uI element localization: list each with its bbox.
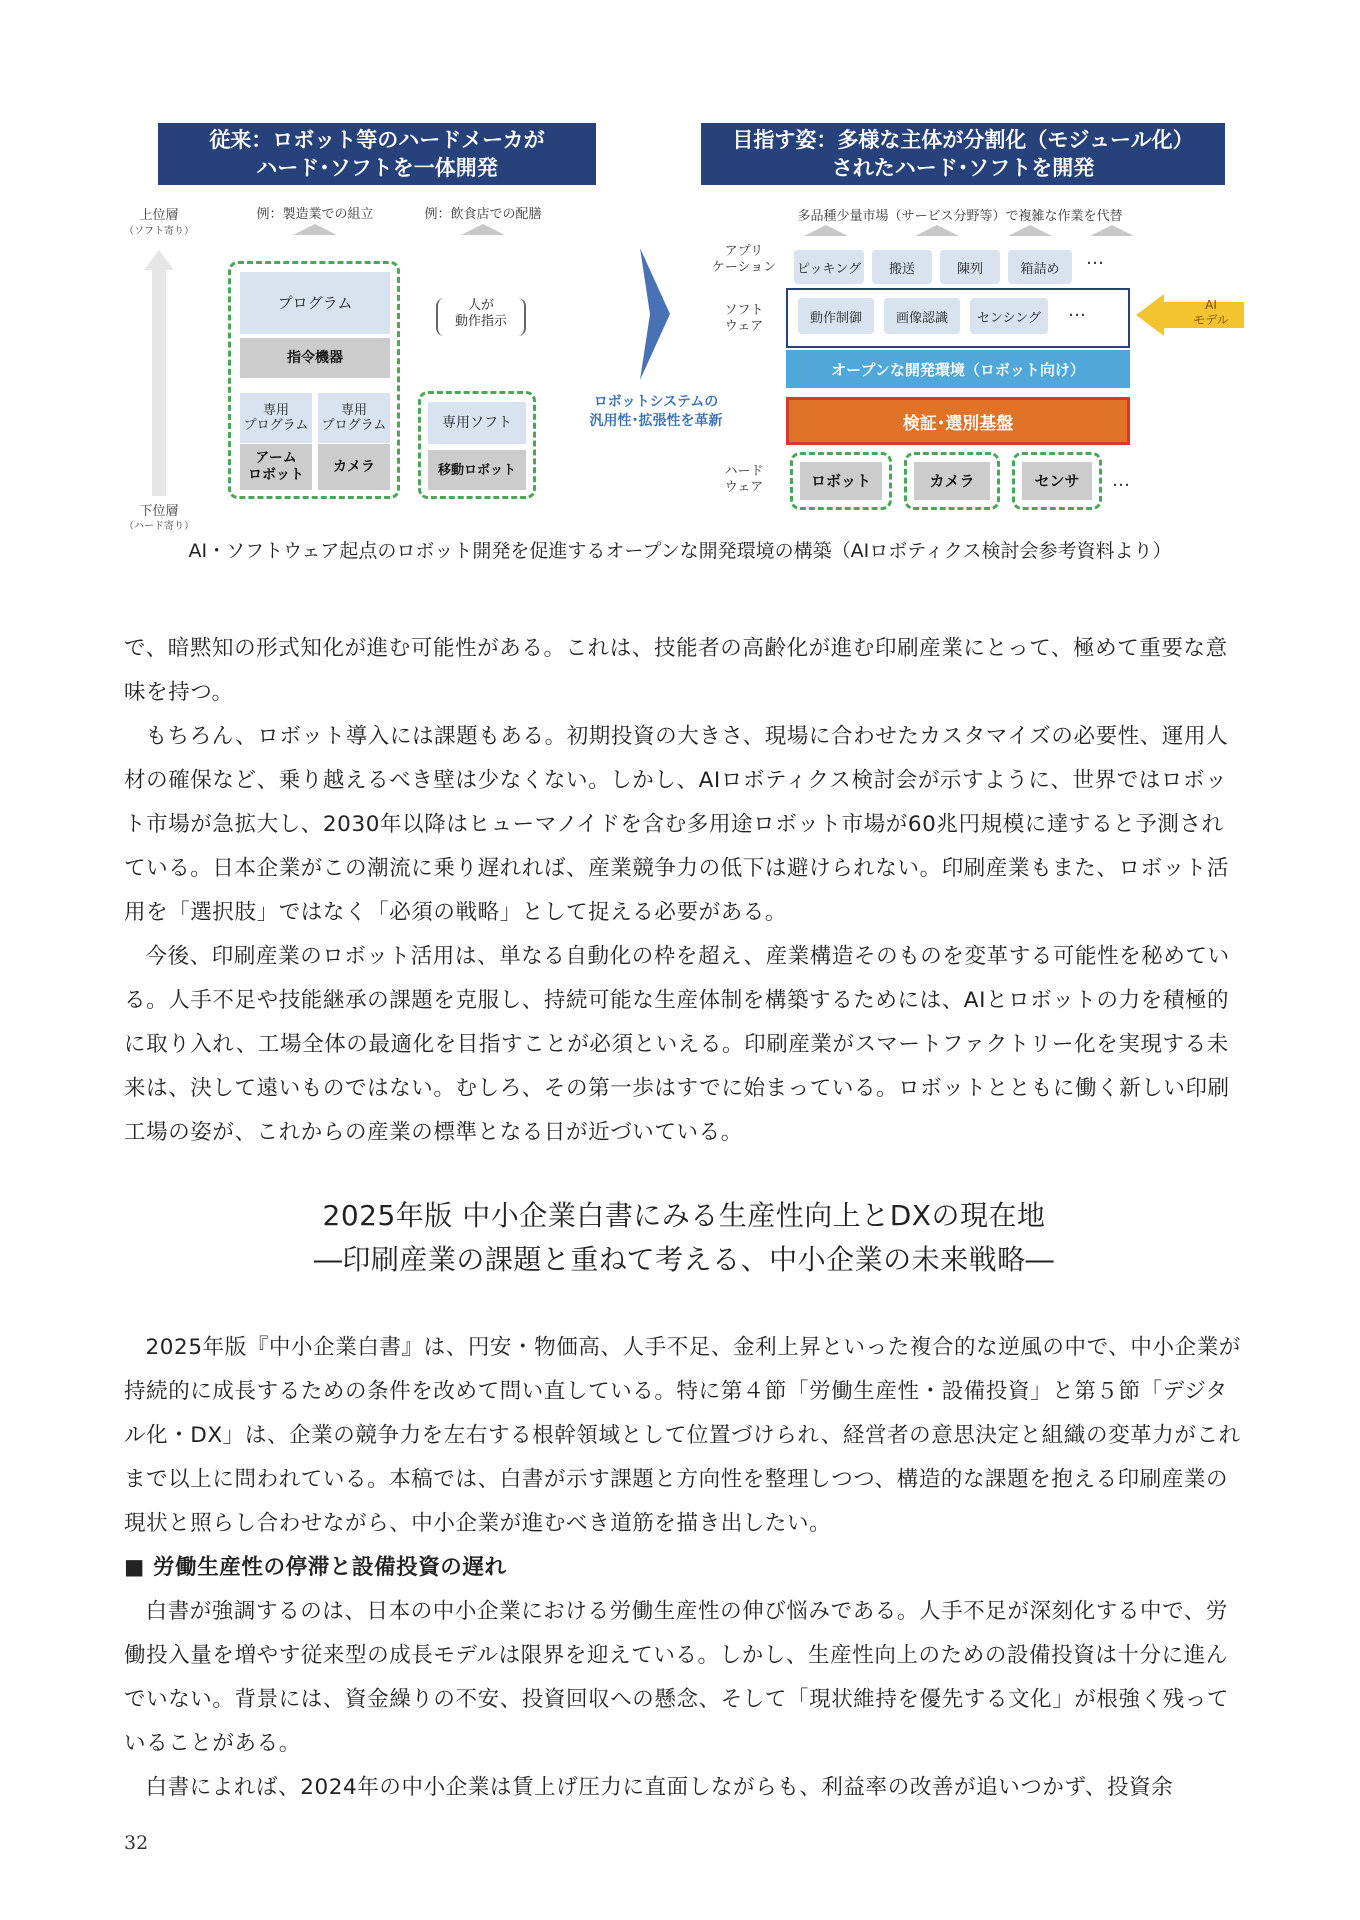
middle-caption-line-2: 汎用性･拡張性を革新 — [589, 413, 723, 429]
paragraph: もちろん、ロボット導入には課題もある。初期投資の大きさ、現場に合わせたカスタマイズの必要性、運用人材の確保など、乗り越えるべき壁は少なくない。しかし、AIロボティクス検討会が示すように、世界ではロボット市場が急拡大し、2030年以降はヒューマノイドを含む多用途ロボット市場が60兆円規模に達すると予測されている。日本企業がこの潮流に乗り遅れれば、産業競争力の低下は避けられない。印刷産業もまた、ロボット活用を「選択肢」ではなく「必須の戦略」として捉える必要がある。 — [124, 724, 1230, 925]
middle-caption — [566, 393, 746, 431]
example-manufacturing: 例：製造業での組立 — [256, 207, 374, 222]
axis-top-label: 上位層 — [139, 208, 179, 223]
open-dev-environment-bar: オープンな開発環境（ロボット向け） — [786, 350, 1130, 388]
app-chip-display: 陳列 — [940, 250, 1000, 284]
axis-bottom-sublabel: （ハード寄り） — [124, 521, 194, 532]
figure-right-title — [701, 123, 1225, 185]
app-chip-picking: ピッキング — [794, 250, 864, 284]
command-device-box: 指令機器 — [240, 338, 390, 378]
market-pointer-icon-2 — [915, 225, 959, 236]
soft-chip-sensing: センシング — [970, 298, 1048, 334]
dedicated-program-box-1: 専用 プログラム — [240, 393, 312, 443]
page-number: 32 — [124, 1832, 149, 1854]
paragraph: 白書によれば、2024年の中小企業は賃上げ圧力に直面しながらも、利益率の改善が追いつかず、投資余 — [145, 1775, 1174, 1800]
paragraph: 2025年版『中小企業白書』は、円安・物価高、人手不足、金利上昇といった複合的な逆風の中で、中小企業が持続的に成長するための条件を改めて問い直している。特に第４節「労働生産性・設備投資」と第５節「デジタル化・DX」は、企業の競争力を左右する根幹領域として位置づけられ、経営者の意思決定と組織の変革力がこれまで以上に問われている。本稿では、白書が示す課題と方向性を整理しつつ、構造的な課題を抱える印刷産業の現状と照らし合わせながら、中小企業が進むべき道筋を描き出したい。 — [124, 1335, 1241, 1536]
right-title-line-1: 目指す姿：多様な主体が分割化（モジュール化） — [732, 128, 1194, 152]
market-pointer-icon-4 — [1090, 225, 1134, 236]
layer-software-label: ソフト ウェア — [724, 303, 764, 334]
paragraph: で、暗黙知の形式知化が進む可能性がある。これは、技能者の高齢化が進む印刷産業にとって、極めて重要な意味を持つ。 — [124, 636, 1228, 705]
market-note: 多品種少量市場（サービス分野等）で複雑な作業を代替 — [797, 209, 1123, 224]
example-restaurant: 例：飲食店での配膳 — [424, 207, 542, 222]
hardware-camera-box: カメラ — [914, 462, 990, 500]
left-title-line-1: 従来：ロボット等のハードメーカが — [209, 128, 545, 152]
figure-caption: AI・ソフトウェア起点のロボット開発を促進するオープンな開発環境の構築（AIロボティクス検討会参考資料より） — [188, 540, 1172, 562]
arm-robot-box: アーム ロボット — [240, 444, 312, 490]
market-pointer-icon-1 — [804, 225, 848, 236]
middle-caption-line-1: ロボットシステムの — [593, 394, 719, 410]
article-title-line-1: 2025年版 中小企業白書にみる生産性向上とDXの現在地 — [322, 1199, 1046, 1232]
paragraph: 白書が強調するのは、日本の中小企業における労働生産性の伸び悩みである。人手不足が深刻化する中で、労働投入量を増やす従来型の成長モデルは限界を迎えている。しかし、生産性向上のための設備投資は十分に進んでいない。背景には、資金繰りの不安、投資回収への懸念、そして「現状維持を優先する文化」が根強く残っていることがある。 — [124, 1599, 1230, 1756]
program-box: プログラム — [240, 272, 390, 334]
body-section-1 — [124, 627, 1244, 1155]
transition-arrow-icon — [638, 246, 672, 382]
axis-top-sublabel: （ソフト寄り） — [124, 226, 194, 237]
article-title-line-2: ―印刷産業の課題と重ねて考える、中小企業の未来戦略― — [313, 1243, 1055, 1276]
body-section-2 — [124, 1326, 1244, 1810]
app-ellipsis: … — [1086, 248, 1104, 269]
dedicated-soft-box: 専用ソフト — [428, 402, 526, 444]
hardware-robot-box: ロボット — [800, 462, 882, 500]
soft-chip-image-recognition: 画像認識 — [884, 298, 960, 334]
figure-left-title — [158, 123, 596, 185]
ai-model-label: AI モデル — [1193, 298, 1229, 327]
hardware-sensor-box: センサ — [1022, 462, 1092, 500]
app-chip-boxing: 箱詰め — [1008, 250, 1072, 284]
layer-application-label: アプリ ケーション — [711, 244, 777, 275]
app-chip-transport: 搬送 — [872, 250, 932, 284]
verification-platform-bar: 検証･選別基盤 — [786, 397, 1130, 445]
axis-bottom-label: 下位層 — [139, 504, 179, 519]
right-title-line-2: されたハード･ソフトを開発 — [831, 156, 1095, 180]
axis-up-arrow-icon — [142, 248, 176, 496]
example-manufacturing-pointer-icon — [293, 224, 337, 235]
soft-chip-motion-control: 動作制御 — [798, 298, 874, 334]
article-title — [124, 1194, 1244, 1282]
human-instruction-label: 人が 動作指示 — [436, 298, 526, 336]
hardware-ellipsis: … — [1112, 470, 1130, 491]
dedicated-program-box-2: 専用 プログラム — [318, 393, 390, 443]
layer-hardware-label: ハード ウェア — [724, 464, 764, 495]
section-subheading: ■ 労働生産性の停滞と設備投資の遅れ — [124, 1555, 507, 1580]
left-title-line-2: ハード･ソフトを一体開発 — [256, 156, 498, 180]
camera-box: カメラ — [318, 444, 390, 490]
example-restaurant-pointer-icon — [461, 224, 505, 235]
paragraph: 今後、印刷産業のロボット活用は、単なる自動化の枠を超え、産業構造そのものを変革する可能性を秘めている。人手不足や技能継承の課題を克服し、持続可能な生産体制を構築するためには、AIとロボットの力を積極的に取り入れ、工場全体の最適化を目指すことが必須といえる。印刷産業がスマートファクトリー化を実現する未来は、決して遠いものではない。むしろ、その第一歩はすでに始まっている。ロボットとともに働く新しい印刷工場の姿が、これからの産業の標準となる日が近づいている。 — [124, 944, 1230, 1145]
market-pointer-icon-3 — [1008, 225, 1052, 236]
soft-ellipsis: … — [1068, 300, 1086, 321]
mobile-robot-box: 移動ロボット — [428, 450, 526, 490]
